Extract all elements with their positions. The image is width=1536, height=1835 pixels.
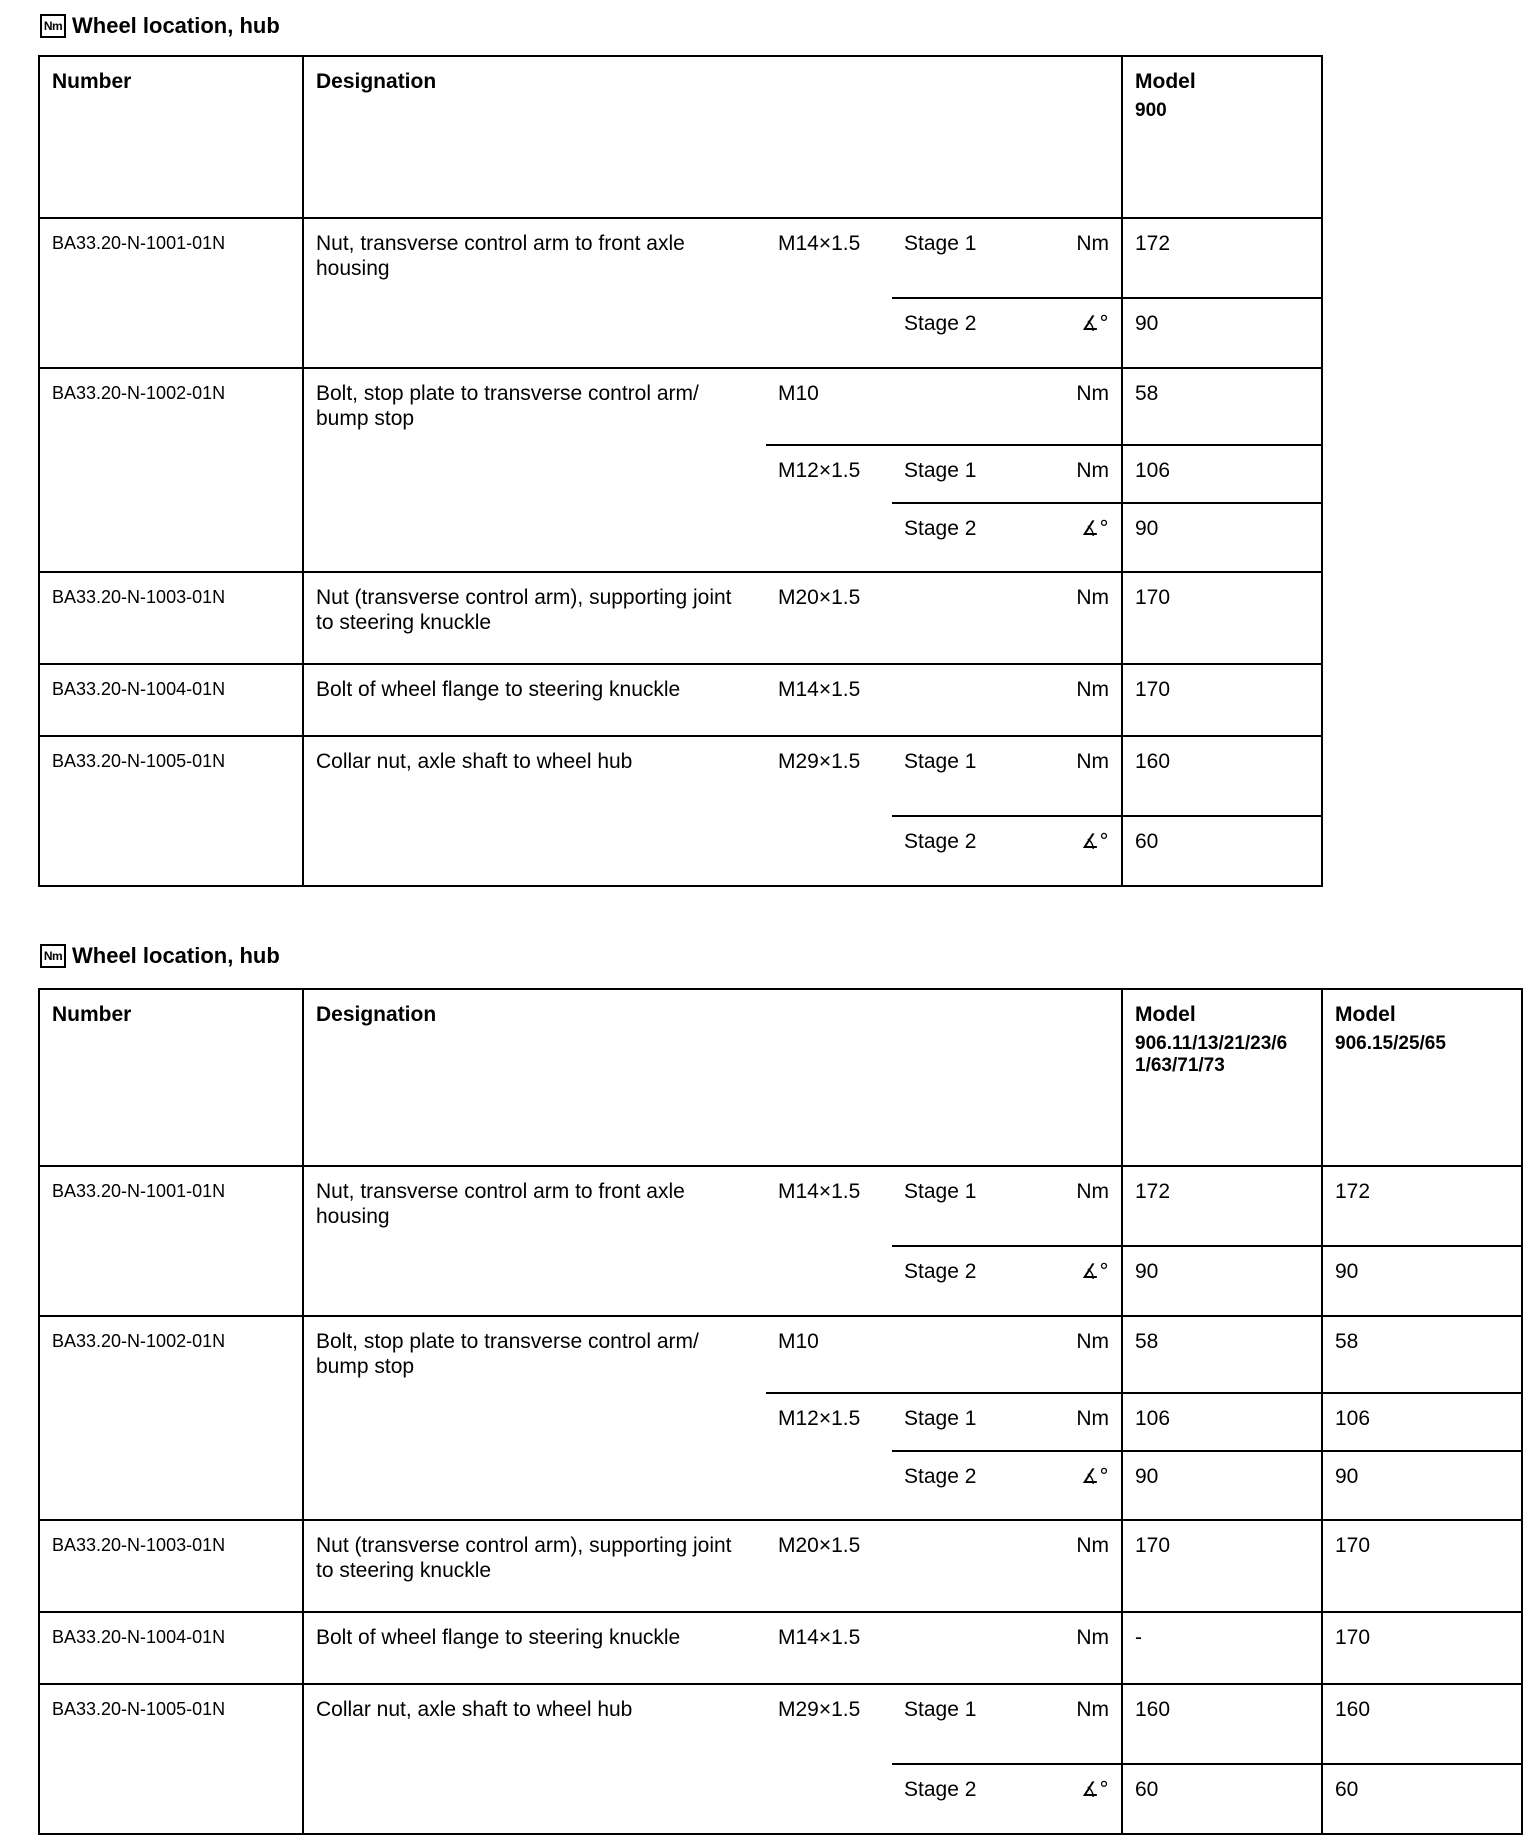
stage-label — [892, 572, 1042, 664]
torque-value: 90 — [1122, 298, 1322, 368]
stage-label: Stage 1 — [892, 1684, 1042, 1764]
stage-label: Stage 2 — [892, 298, 1042, 368]
thread-size — [766, 816, 892, 886]
table-row — [39, 664, 1322, 736]
header-designation: Designation — [303, 989, 1122, 1166]
stage-label: Stage 1 — [892, 1166, 1042, 1246]
torque-value: 160 — [1122, 736, 1322, 816]
header-number: Number — [52, 1003, 132, 1026]
torque-value: 90 — [1322, 1451, 1522, 1520]
header-designation: Designation — [303, 56, 1122, 218]
angle-degree-icon: ∡° — [1042, 1764, 1122, 1834]
thread-size — [766, 1246, 892, 1316]
table-row — [39, 368, 1322, 445]
table-row — [39, 1612, 1522, 1684]
stage-label — [892, 368, 1042, 445]
torque-value: 58 — [1122, 1316, 1322, 1393]
nm-torque-icon: Nm — [40, 14, 66, 38]
torque-value: - — [1122, 1612, 1322, 1684]
unit-nm: Nm — [1042, 1166, 1122, 1246]
torque-value: 90 — [1322, 1246, 1522, 1316]
stage-label: Stage 2 — [892, 1246, 1042, 1316]
torque-value: 172 — [1322, 1166, 1522, 1246]
unit-nm: Nm — [1042, 218, 1122, 298]
designation: Bolt of wheel flange to steering knuckle — [303, 664, 766, 736]
thread-size: M12×1.5 — [766, 1393, 892, 1451]
unit-nm: Nm — [1042, 1316, 1122, 1393]
model-label: Model — [1135, 1003, 1196, 1026]
model-label: Model — [1135, 70, 1196, 93]
designation: Bolt, stop plate to transverse control arm/ bump stop — [303, 1316, 766, 1520]
part-number: BA33.20-N-1003-01N — [39, 1520, 303, 1612]
torque-value: 170 — [1122, 664, 1322, 736]
part-number: BA33.20-N-1001-01N — [39, 218, 303, 368]
designation: Nut, transverse control arm to front axle housing — [303, 1166, 766, 1316]
torque-value: 170 — [1122, 572, 1322, 664]
model-value: 900 — [1135, 100, 1167, 121]
unit-nm: Nm — [1042, 572, 1122, 664]
table-row — [39, 1520, 1522, 1612]
designation: Nut (transverse control arm), supporting joint to steering knuckle — [303, 572, 766, 664]
model-label: Model — [1335, 1003, 1396, 1026]
torque-table — [38, 988, 1523, 1835]
unit-nm: Nm — [1042, 664, 1122, 736]
stage-label — [892, 664, 1042, 736]
stage-label — [892, 1316, 1042, 1393]
designation: Collar nut, axle shaft to wheel hub — [303, 1684, 766, 1834]
section-title — [40, 10, 280, 42]
stage-label — [892, 1520, 1042, 1612]
angle-degree-icon: ∡° — [1042, 503, 1122, 572]
thread-size: M29×1.5 — [766, 736, 892, 816]
unit-nm: Nm — [1042, 1684, 1122, 1764]
stage-label: Stage 1 — [892, 736, 1042, 816]
thread-size: M10 — [766, 1316, 892, 1393]
thread-size: M14×1.5 — [766, 664, 892, 736]
torque-value: 106 — [1122, 445, 1322, 503]
torque-value: 172 — [1122, 1166, 1322, 1246]
table-row — [39, 1684, 1522, 1764]
torque-value: 106 — [1122, 1393, 1322, 1451]
table-header-row — [39, 989, 1522, 1166]
stage-label: Stage 1 — [892, 1393, 1042, 1451]
torque-value: 60 — [1122, 1764, 1322, 1834]
thread-size: M14×1.5 — [766, 218, 892, 298]
thread-size: M20×1.5 — [766, 572, 892, 664]
torque-value: 160 — [1122, 1684, 1322, 1764]
part-number: BA33.20-N-1005-01N — [39, 1684, 303, 1834]
torque-value: 60 — [1122, 816, 1322, 886]
table-row — [39, 218, 1322, 298]
torque-value: 160 — [1322, 1684, 1522, 1764]
thread-size: M20×1.5 — [766, 1520, 892, 1612]
designation: Bolt of wheel flange to steering knuckle — [303, 1612, 766, 1684]
thread-size: M14×1.5 — [766, 1166, 892, 1246]
stage-label: Stage 2 — [892, 816, 1042, 886]
angle-degree-icon: ∡° — [1042, 1451, 1122, 1520]
thread-size: M29×1.5 — [766, 1684, 892, 1764]
section-title-text: Wheel location, hub — [72, 943, 280, 968]
part-number: BA33.20-N-1003-01N — [39, 572, 303, 664]
unit-nm: Nm — [1042, 445, 1122, 503]
table-row — [39, 736, 1322, 816]
torque-value: 172 — [1122, 218, 1322, 298]
part-number: BA33.20-N-1002-01N — [39, 368, 303, 572]
torque-value: 90 — [1122, 503, 1322, 572]
torque-table — [38, 55, 1323, 887]
stage-label — [892, 1612, 1042, 1684]
designation: Bolt, stop plate to transverse control arm/ bump stop — [303, 368, 766, 572]
header-number: Number — [52, 70, 132, 93]
torque-value: 90 — [1122, 1246, 1322, 1316]
thread-size — [766, 298, 892, 368]
angle-degree-icon: ∡° — [1042, 816, 1122, 886]
part-number: BA33.20-N-1004-01N — [39, 1612, 303, 1684]
stage-label: Stage 2 — [892, 1451, 1042, 1520]
designation: Nut (transverse control arm), supporting joint to steering knuckle — [303, 1520, 766, 1612]
thread-size: M10 — [766, 368, 892, 445]
designation: Collar nut, axle shaft to wheel hub — [303, 736, 766, 886]
torque-value: 60 — [1322, 1764, 1522, 1834]
unit-nm: Nm — [1042, 1520, 1122, 1612]
unit-nm: Nm — [1042, 368, 1122, 445]
table-header-row — [39, 56, 1322, 218]
part-number: BA33.20-N-1001-01N — [39, 1166, 303, 1316]
thread-size — [766, 1764, 892, 1834]
header-model — [1322, 989, 1522, 1166]
torque-value: 106 — [1322, 1393, 1522, 1451]
stage-label: Stage 1 — [892, 218, 1042, 298]
part-number: BA33.20-N-1005-01N — [39, 736, 303, 886]
stage-label: Stage 1 — [892, 445, 1042, 503]
torque-value: 90 — [1122, 1451, 1322, 1520]
thread-size — [766, 1451, 892, 1520]
designation: Nut, transverse control arm to front axle housing — [303, 218, 766, 368]
torque-value: 170 — [1122, 1520, 1322, 1612]
model-value: 906.15/25/65 — [1335, 1033, 1446, 1054]
thread-size — [766, 503, 892, 572]
torque-value: 170 — [1322, 1612, 1522, 1684]
table-row — [39, 572, 1322, 664]
model-value: 906.11/13/21/23/6 1/63/71/73 — [1135, 1033, 1288, 1076]
unit-nm: Nm — [1042, 736, 1122, 816]
header-model — [1122, 989, 1322, 1166]
part-number: BA33.20-N-1004-01N — [39, 664, 303, 736]
angle-degree-icon: ∡° — [1042, 298, 1122, 368]
torque-value: 170 — [1322, 1520, 1522, 1612]
unit-nm: Nm — [1042, 1612, 1122, 1684]
thread-size: M14×1.5 — [766, 1612, 892, 1684]
section-title — [40, 940, 280, 972]
table-row — [39, 1166, 1522, 1246]
nm-torque-icon: Nm — [40, 944, 66, 968]
angle-degree-icon: ∡° — [1042, 1246, 1122, 1316]
section-title-text: Wheel location, hub — [72, 13, 280, 38]
unit-nm: Nm — [1042, 1393, 1122, 1451]
thread-size: M12×1.5 — [766, 445, 892, 503]
header-model — [1122, 56, 1322, 218]
stage-label: Stage 2 — [892, 503, 1042, 572]
table-row — [39, 1316, 1522, 1393]
torque-value: 58 — [1122, 368, 1322, 445]
part-number: BA33.20-N-1002-01N — [39, 1316, 303, 1520]
torque-value: 58 — [1322, 1316, 1522, 1393]
stage-label: Stage 2 — [892, 1764, 1042, 1834]
